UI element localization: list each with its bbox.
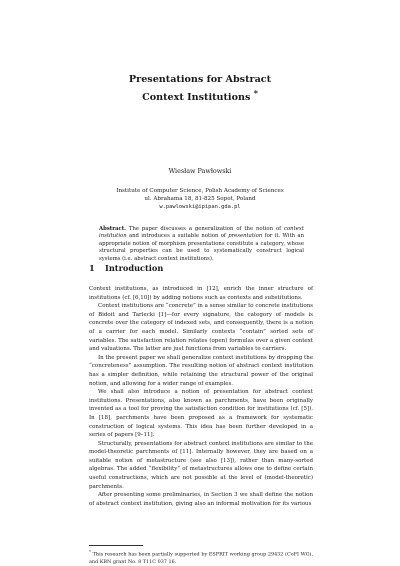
footnote	[89, 548, 313, 566]
paragraph-2: Context institutions are “concrete” in a sense similar to concrete institutions of Bidoit and Tarlecki [1]—for every signature, the category of models is concrete over the category of indexed sets, and consequently, there is a notion of a carrier for each model. Similarly contexts “contain” sorted sets of variables. The satisfaction relation relates (open) formulas over a given context and valuations. The latter are just functions from variables to carriers.	[89, 303, 313, 353]
section-heading	[89, 263, 163, 273]
paragraph-1: Context institutions, as introduced in [12], enrich the inner structure of institutions (cf. [6,10]) by adding notions such as contexts and substitutions.	[89, 286, 313, 301]
affiliation-line-1: Institute of Computer Science, Polish Academy of Sciences	[116, 188, 284, 194]
title-line-2-text: Context Institutions	[142, 92, 251, 104]
author-name: Wiesław Pawłowski	[168, 167, 232, 175]
section-number: 1	[89, 263, 95, 273]
abstract-text-3: for it. With an appropriate notion of morphism presentations constitute a category, whose structural properties can be used to systematically construct logical systems (i.e. abstract context institutions).	[99, 233, 305, 262]
author-email[interactable]: w.pawlowski@ipipan.gda.pl	[159, 204, 241, 210]
affiliation-line-2: ul. Abrahama 18, 81-825 Sopot, Poland	[144, 196, 256, 202]
paragraph-5: Structurally, presentations for abstract context institutions are similar to the model-theoretic parchments of [11]. Internally however, they are based on a suitable notion of metastructure (see also [13]), rather than many-sorted algebras. The added “flexibility” of metastructures allows one to define certain useful constructions, which are not possible at the level of (model-theoretic) parchments.	[89, 440, 313, 490]
abstract	[99, 226, 304, 263]
footnote-text: This research has been partially supported by ESPRIT working group 29432 (CoFI WG), and KBN grant No. 8 T11C 037 16.	[89, 551, 313, 565]
paper-title-line-1	[0, 73, 400, 86]
paper-title-line-2	[0, 87, 400, 104]
abstract-emphasis-1: context institution	[99, 226, 304, 240]
abstract-text-1: The paper discusses a generalization of the notion of	[128, 226, 285, 232]
abstract-label: Abstract.	[99, 226, 126, 232]
abstract-text-2: and introduces a suitable notion of	[126, 233, 229, 240]
abstract-emphasis-2: presentation	[228, 233, 263, 240]
affiliation-email-row	[0, 203, 400, 211]
paragraph-3: In the present paper we shall generalize context institutions by dropping the “concreteness” assumption. The resulting notion of abstract context institution has a simpler definition, while retaining the structural power of the original notion, and allowing for a wider range of examples.	[89, 354, 313, 387]
footnote-mark: *	[89, 549, 91, 554]
footnote-rule	[89, 545, 143, 546]
paragraph-4: We shall also introduce a notion of presentation for abstract context institutions. Presentations, also known as parchments, have been originally invented as a tool for proving the satisfaction condition for institutions (cf. [5]). In [18], parchments have been proposed as a framework for systematic construction of logical systems. This idea has been further developed in a series of papers [9–11].	[89, 389, 313, 439]
paragraph-6: After presenting some preliminaries, in Section 3 we shall define the notion of abstract context institution, giving also an informal motivation for its various	[89, 492, 313, 507]
section-title: Introduction	[105, 263, 164, 273]
body-text	[89, 285, 313, 508]
title-footnote-mark: *	[253, 88, 258, 98]
title-line-1-text: Presentations for Abstract	[128, 74, 272, 85]
